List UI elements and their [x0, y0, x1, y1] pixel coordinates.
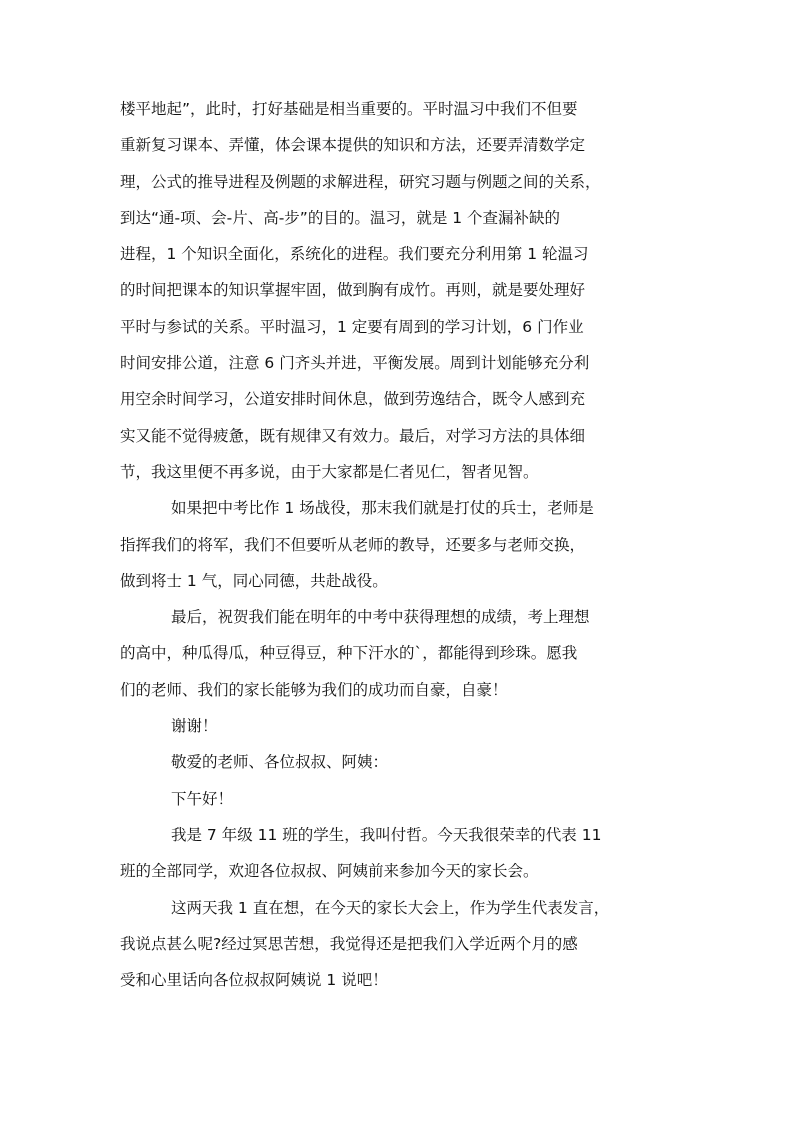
- text-line: 重新复习课本、弄懂，体会课本提供的知识和方法，还要弄清数学定: [120, 136, 586, 155]
- text-line: 谢谢！: [171, 717, 218, 736]
- text-line: 理，公式的推导进程及例题的求解进程，研究习题与例题之间的关系，: [120, 172, 601, 191]
- text-line: 到达“通-项、会-片、高-步”的目的。温习，就是 1 个查漏补缺的: [120, 208, 561, 227]
- text-line: 做到将士 1 气，同心同德，共赴战役。: [120, 571, 388, 590]
- text-line: 我说点甚么呢?经过冥思苦想，我觉得还是把我们入学近两个月的感: [120, 934, 578, 953]
- text-line: 的时间把课本的知识掌握牢固，做到胸有成竹。再则，就是要处理好: [120, 281, 586, 300]
- document-body: [120, 91, 675, 998]
- text-line: 下午好！: [171, 789, 234, 808]
- text-line: 用空余时间学习，公道安排时间休息，做到劳逸结合，既令人感到充: [120, 390, 586, 409]
- text-line: 班的全部同学，欢迎各位叔叔、阿姨前来参加今天的家长会。: [120, 862, 539, 881]
- text-line: 受和心里话向各位叔叔阿姨说 1 说吧！: [120, 971, 388, 990]
- text-line: 敬爱的老师、各位叔叔、阿姨：: [171, 753, 389, 772]
- text-line: 指挥我们的将军，我们不但要听从老师的教导，还要多与老师交换，: [120, 535, 586, 554]
- text-line: 我是 7 年级 11 班的学生，我叫付哲。今天我很荣幸的代表 11: [171, 825, 602, 844]
- text-line: 节，我这里便不再多说，由于大家都是仁者见仁，智者见智。: [120, 462, 539, 481]
- text-line: 最后，祝贺我们能在明年的中考中获得理想的成绩，考上理想: [171, 608, 590, 627]
- text-line: 平时与参试的关系。平时温习，1 定要有周到的学习计划，6 门作业: [120, 317, 584, 336]
- text-line: 时间安排公道，注意 6 门齐头并进，平衡发展。周到计划能够充分利: [120, 354, 590, 373]
- text-line: 这两天我 1 直在想，在今天的家长大会上，作为学生代表发言，: [171, 898, 610, 917]
- text-line: 进程，1 个知识全面化，系统化的进程。我们要充分利用第 1 轮温习: [120, 245, 589, 264]
- text-line: 的高中，种瓜得瓜，种豆得豆，种下汗水的`，都能得到珍珠。愿我: [120, 644, 578, 663]
- text-line: 楼平地起”，此时，打好基础是相当重要的。平时温习中我们不但要: [120, 100, 578, 118]
- text-line: 如果把中考比作 1 场战役，那末我们就是打仗的兵士，老师是: [171, 499, 594, 518]
- text-line: 们的老师、我们的家长能够为我们的成功而自豪，自豪！: [120, 680, 508, 699]
- text-line: 实又能不觉得疲惫，既有规律又有效力。最后，对学习方法的具体细: [120, 426, 586, 445]
